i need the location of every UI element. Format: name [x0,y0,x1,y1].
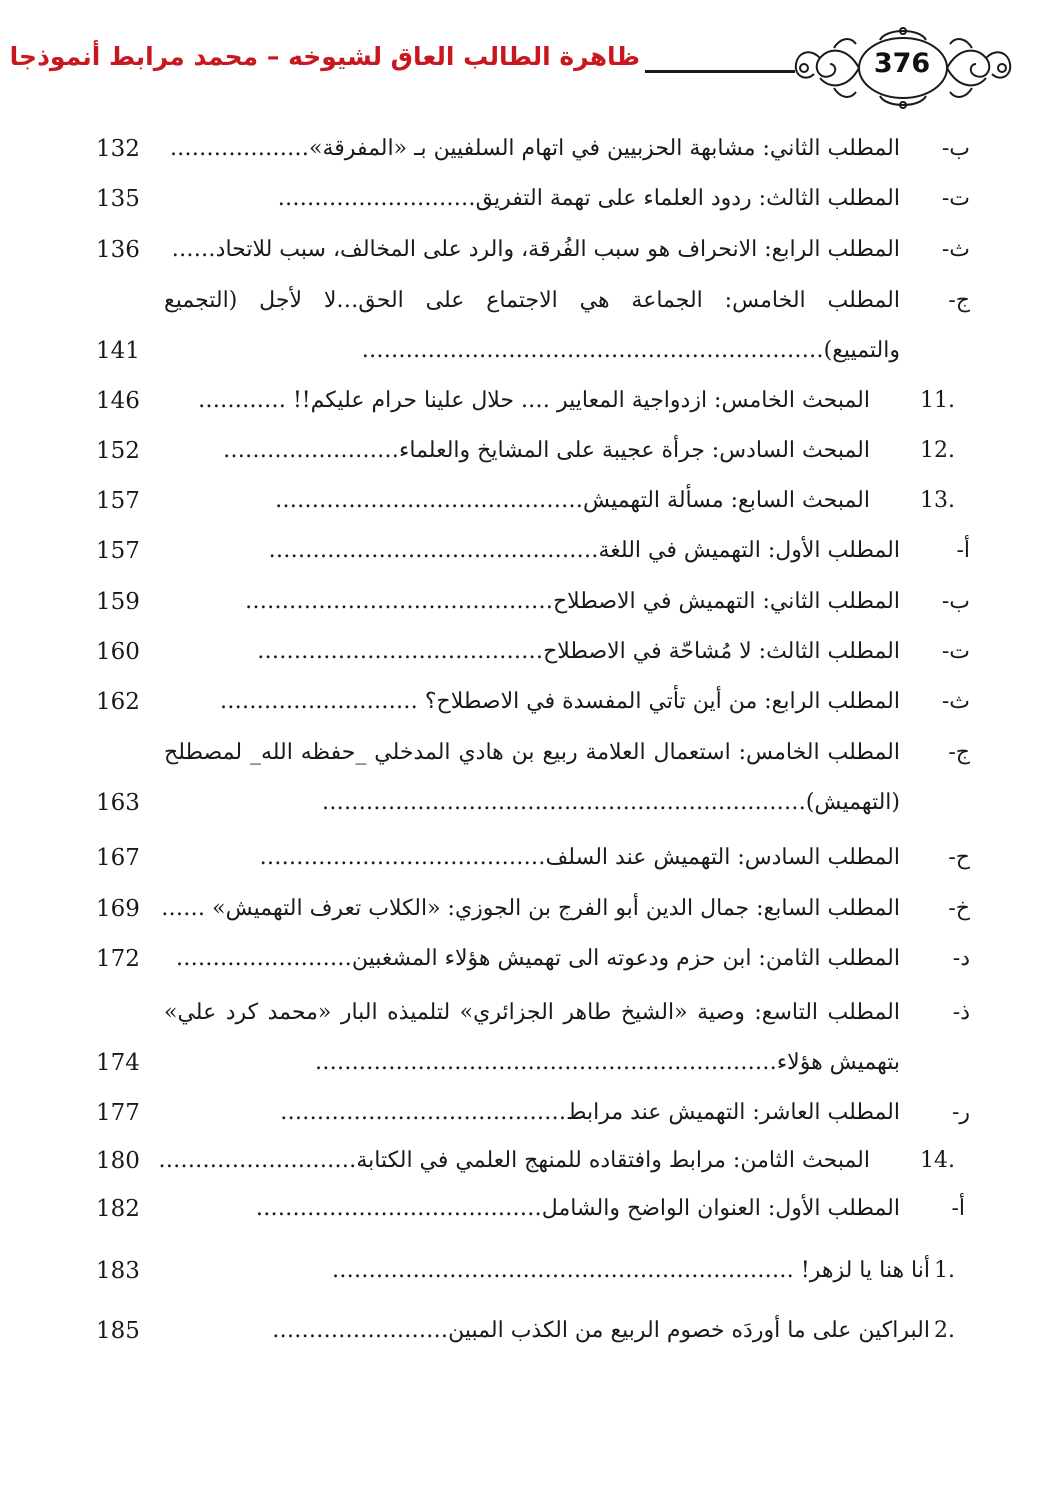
entry-marker: ت- [941,186,970,211]
entry-page: 177 [96,1100,140,1126]
entry-marker: ج- [948,288,970,313]
entry-page: 160 [96,639,140,665]
entry-title: المبحث السادس: جرأة عجيبة على المشايخ والعلماء…………………… [223,438,870,463]
entry-page: 157 [96,538,140,564]
entry-marker: ب- [941,136,970,161]
entry-page: 167 [96,845,140,871]
entry-page: 132 [96,136,140,162]
entry-marker: .1 [934,1258,955,1283]
entry-marker: ب- [941,589,970,614]
entry-marker: .11 [920,388,955,413]
entry-marker: .13 [920,488,955,513]
entry-marker: ج- [948,740,970,765]
entry-page: 174 [96,1050,140,1076]
entry-marker: .2 [934,1318,955,1343]
entry-title: المطلب الخامس: الجماعة هي الاجتماع على الحق…لا لأجل (التجميع [164,288,900,313]
entry-title-continued: بتهميش هؤلاء……………………………………………………… [314,1050,900,1075]
entry-title: المبحث الثامن: مرابط وافتقاده للمنهج العلمي في الكتابة……………………… [158,1148,870,1173]
entry-page: 159 [96,589,140,615]
entry-title: المطلب الأول: العنوان الواضح والشامل………………………………… [255,1196,900,1221]
entry-marker: ح- [948,845,970,870]
entry-marker: خ- [948,896,970,921]
entry-page: 172 [96,946,140,972]
entry-title: المطلب السابع: جمال الدين أبو الفرج بن الجوزي: «الكلاب تعرف التهميش» …… [161,896,900,921]
entry-page: 169 [96,896,140,922]
entry-marker: ذ- [952,1000,970,1025]
entry-page: 182 [96,1196,140,1222]
entry-title: البراكين على ما أوردَه خصوم الربيع من الكذب المبين…………………… [272,1318,930,1343]
entry-marker: .12 [920,438,955,463]
entry-page: 163 [96,790,140,816]
entry-page: 135 [96,186,140,212]
entry-page: 141 [96,338,140,364]
entry-page: 162 [96,689,140,715]
entry-page: 183 [96,1258,140,1284]
entry-title: المطلب الأول: التهميش في اللغة……………………………………… [268,538,900,563]
entry-title: المطلب الرابع: الانحراف هو سبب الفُرقة، والرد على المخالف، سبب للاتحاد…… [171,237,900,262]
entry-page: 146 [96,388,140,414]
entry-page: 152 [96,438,140,464]
entry-marker: ث- [941,689,970,714]
entry-marker: د- [952,946,970,971]
entry-title: المطلب الثاني: مشابهة الحزبيين في اتهام السلفيين بـ «المفرقة»………………. [170,136,900,161]
entry-title: المطلب الرابع: من أين تأتي المفسدة في الاصطلاح؟ ……………………… [219,689,900,714]
page-number: 376 [873,48,931,79]
entry-page: 185 [96,1318,140,1344]
entry-title: أنا هنا يا لزهر! ……………………………………………………… [331,1258,930,1283]
entry-title: المطلب الثالث: لا مُشاحّة في الاصطلاح………………………………… [257,639,900,664]
entry-title: المطلب العاشر: التهميش عند مرابط………………………………… [280,1100,900,1125]
entry-title: المطلب الثامن: ابن حزم ودعوته الى تهميش هؤلاء المشغبين…………………… [175,946,900,971]
entry-marker: ت- [941,639,970,664]
entry-title: المطلب السادس: التهميش عند السلف………………………………… [259,845,900,870]
entry-page: 180 [96,1148,140,1174]
entry-page: 136 [96,237,140,263]
entry-marker: أ- [951,1196,965,1221]
entry-marker: .14 [920,1148,955,1173]
entry-marker: ث- [941,237,970,262]
entry-page: 157 [96,488,140,514]
entry-marker: ر- [951,1100,970,1125]
entry-title: المبحث الخامس: ازدواجية المعايير …. حلال علينا حرام عليكم!! ………… [197,388,870,413]
entry-title: المطلب الخامس: استعمال العلامة ربيع بن هادي المدخلي _حفظه الله_ لمصطلح [164,740,900,765]
entry-title-continued: والتمييع)……………………………………………………… [361,338,900,363]
entry-title-continued: (التهميش)………………………………………………………… [321,790,900,815]
entry-marker: أ- [956,538,970,563]
entry-title: المطلب الثاني: التهميش في الاصطلاح…………………………………… [244,589,900,614]
entry-title: المطلب التاسع: وصية «الشيخ طاهر الجزائري» لتلميذه البار «محمد كرد علي» [164,1000,900,1025]
running-title: ظاهرة الطالب العاق لشيوخه – محمد مرابط أنموذجا [9,42,640,71]
entry-title: المطلب الثالث: ردود العلماء على تهمة التفريق……………………… [277,186,900,211]
entry-title: المبحث السابع: مسألة التهميش…………………………………… [275,488,870,513]
